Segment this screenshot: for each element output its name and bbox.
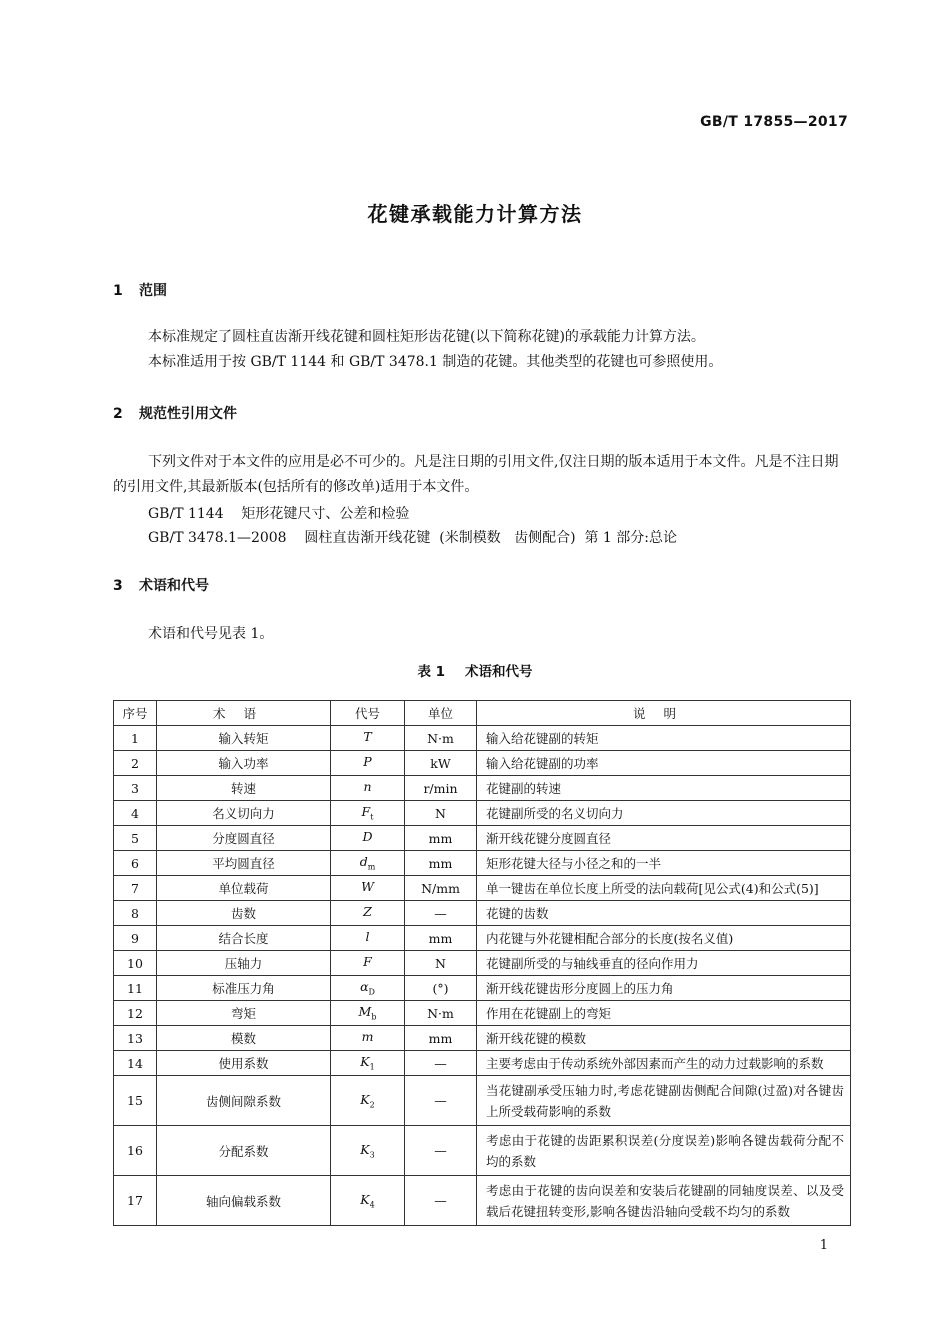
cell-symbol xyxy=(331,876,405,901)
symbol-main: D xyxy=(362,829,373,845)
symbol-main: K xyxy=(360,1091,370,1107)
cell-term: 使用系数 xyxy=(157,1051,331,1076)
cell-term: 转速 xyxy=(157,776,331,801)
cell-symbol xyxy=(331,801,405,826)
cell-symbol xyxy=(331,1126,405,1176)
cell-symbol xyxy=(331,1051,405,1076)
header-term: 术语 xyxy=(157,701,331,726)
symbol-main: F xyxy=(361,804,371,820)
symbol-subscript: D xyxy=(368,987,375,997)
cell-symbol xyxy=(331,826,405,851)
cell-term: 分度圆直径 xyxy=(157,826,331,851)
cell-description: 矩形花键大径与小径之和的一半 xyxy=(477,851,851,876)
symbol-subscript: b xyxy=(371,1012,377,1022)
section-title: 术语和代号 xyxy=(139,578,209,594)
symbol-subscript: 1 xyxy=(369,1062,375,1072)
cell-description: 渐开线花键分度圆直径 xyxy=(477,826,851,851)
table-row xyxy=(114,926,851,951)
cell-number: 11 xyxy=(114,976,157,1001)
cell-number: 9 xyxy=(114,926,157,951)
cell-term: 平均圆直径 xyxy=(157,851,331,876)
cell-term: 名义切向力 xyxy=(157,801,331,826)
standard-code: GB/T 17855—2017 xyxy=(700,114,848,130)
section-title: 范围 xyxy=(139,283,167,299)
header-symbol: 代号 xyxy=(331,701,405,726)
reference-title: 圆柱直齿渐开线花键 (米制模数 齿侧配合) 第 1 部分:总论 xyxy=(304,530,678,546)
symbol-subscript: 4 xyxy=(369,1200,375,1210)
symbol-main: d xyxy=(359,854,368,870)
cell-term: 单位载荷 xyxy=(157,876,331,901)
symbol-main: T xyxy=(363,729,372,745)
table-row xyxy=(114,951,851,976)
document-title: 花键承载能力计算方法 xyxy=(367,202,583,226)
header-unit: 单位 xyxy=(405,701,477,726)
cell-description: 作用在花键副上的弯矩 xyxy=(477,1001,851,1026)
symbol-subscript: t xyxy=(370,812,374,822)
cell-term: 轴向偏载系数 xyxy=(157,1176,331,1226)
symbol-main: W xyxy=(361,879,374,895)
cell-description: 输入给花键副的功率 xyxy=(477,751,851,776)
cell-unit: mm xyxy=(405,851,477,876)
cell-number: 15 xyxy=(114,1076,157,1126)
header-description: 说明 xyxy=(477,701,851,726)
table-row xyxy=(114,1001,851,1026)
table-row xyxy=(114,1026,851,1051)
cell-term: 弯矩 xyxy=(157,1001,331,1026)
table-row xyxy=(114,1126,851,1176)
scope-paragraph-1: 本标准规定了圆柱直齿渐开线花键和圆柱矩形齿花键(以下简称花键)的承载能力计算方法。 xyxy=(148,329,705,345)
reference-title: 矩形花键尺寸、公差和检验 xyxy=(241,506,410,522)
cell-number: 6 xyxy=(114,851,157,876)
cell-unit: — xyxy=(405,1126,477,1176)
cell-symbol xyxy=(331,926,405,951)
symbol-main: α xyxy=(360,979,369,995)
table-header-row xyxy=(114,701,851,726)
cell-description: 花键副的转速 xyxy=(477,776,851,801)
cell-unit: N xyxy=(405,801,477,826)
cell-term: 输入转矩 xyxy=(157,726,331,751)
table-caption xyxy=(0,660,950,680)
cell-number: 13 xyxy=(114,1026,157,1051)
cell-description: 内花键与外花键相配合部分的长度(按名义值) xyxy=(477,926,851,951)
symbol-main: l xyxy=(365,929,370,945)
cell-symbol xyxy=(331,1026,405,1051)
cell-term: 齿侧间隙系数 xyxy=(157,1076,331,1126)
symbol-main: K xyxy=(360,1141,370,1157)
cell-number: 2 xyxy=(114,751,157,776)
section-heading-terms xyxy=(113,575,209,595)
cell-unit: mm xyxy=(405,826,477,851)
section-heading-scope xyxy=(113,280,167,300)
cell-number: 5 xyxy=(114,826,157,851)
cell-symbol xyxy=(331,1176,405,1226)
section-number: 2 xyxy=(113,406,123,422)
cell-description: 渐开线花键的模数 xyxy=(477,1026,851,1051)
cell-number: 4 xyxy=(114,801,157,826)
cell-term: 输入功率 xyxy=(157,751,331,776)
symbol-main: P xyxy=(363,754,372,770)
reference-line xyxy=(148,527,677,547)
reference-code: GB/T 1144 xyxy=(148,506,224,522)
section-title: 规范性引用文件 xyxy=(139,406,237,422)
cell-symbol xyxy=(331,851,405,876)
symbol-main: n xyxy=(363,779,372,795)
table-row xyxy=(114,776,851,801)
cell-description: 花键副所受的名义切向力 xyxy=(477,801,851,826)
cell-description: 花键副所受的与轴线垂直的径向作用力 xyxy=(477,951,851,976)
table-caption-label: 表 1 xyxy=(417,664,446,680)
cell-unit: mm xyxy=(405,1026,477,1051)
table-row xyxy=(114,826,851,851)
cell-unit: N·m xyxy=(405,1001,477,1026)
table-row xyxy=(114,901,851,926)
symbol-main: F xyxy=(363,954,372,970)
cell-unit: (°) xyxy=(405,976,477,1001)
cell-description: 考虑由于花键的齿向误差和安装后花键副的同轴度误差、以及受载后花键扭转变形,影响各键齿沿轴向受载不均匀的系数 xyxy=(477,1176,851,1226)
section-number: 3 xyxy=(113,578,123,594)
reference-line xyxy=(148,503,409,523)
table-row xyxy=(114,751,851,776)
cell-unit: N·m xyxy=(405,726,477,751)
cell-number: 7 xyxy=(114,876,157,901)
table-row xyxy=(114,1176,851,1226)
cell-symbol xyxy=(331,976,405,1001)
cell-symbol xyxy=(331,776,405,801)
cell-symbol xyxy=(331,1076,405,1126)
cell-number: 8 xyxy=(114,901,157,926)
cell-unit: — xyxy=(405,1051,477,1076)
cell-number: 12 xyxy=(114,1001,157,1026)
cell-number: 3 xyxy=(114,776,157,801)
symbol-subscript: 2 xyxy=(369,1100,375,1110)
cell-number: 10 xyxy=(114,951,157,976)
normative-intro: 下列文件对于本文件的应用是必不可少的。凡是注日期的引用文件,仅注日期的版本适用于本文件。凡是不注日期的引用文件,其最新版本(包括所有的修改单)适用于本文件。 xyxy=(113,454,839,495)
cell-description: 主要考虑由于传动系统外部因素而产生的动力过载影响的系数 xyxy=(477,1051,851,1076)
cell-description: 输入给花键副的转矩 xyxy=(477,726,851,751)
cell-unit: — xyxy=(405,1176,477,1226)
table-body xyxy=(114,726,851,1226)
cell-term: 分配系数 xyxy=(157,1126,331,1176)
table-row xyxy=(114,1051,851,1076)
cell-unit: N xyxy=(405,951,477,976)
symbol-main: m xyxy=(361,1029,374,1045)
table-row xyxy=(114,801,851,826)
cell-unit: kW xyxy=(405,751,477,776)
cell-description: 渐开线花键齿形分度圆上的压力角 xyxy=(477,976,851,1001)
symbol-main: Z xyxy=(363,904,372,920)
cell-description: 当花键副承受压轴力时,考虑花键副齿侧配合间隙(过盈)对各键齿上所受载荷影响的系数 xyxy=(477,1076,851,1126)
cell-number: 14 xyxy=(114,1051,157,1076)
terms-intro: 术语和代号见表 1。 xyxy=(148,626,274,642)
symbol-subscript: 3 xyxy=(369,1150,375,1160)
page-number: 1 xyxy=(819,1238,828,1253)
cell-unit: N/mm xyxy=(405,876,477,901)
table-row xyxy=(114,726,851,751)
cell-symbol xyxy=(331,901,405,926)
cell-symbol xyxy=(331,951,405,976)
cell-term: 齿数 xyxy=(157,901,331,926)
cell-description: 考虑由于花键的齿距累积误差(分度误差)影响各键齿载荷分配不均的系数 xyxy=(477,1126,851,1176)
reference-code: GB/T 3478.1—2008 xyxy=(148,530,287,546)
symbol-subscript: m xyxy=(367,862,376,872)
cell-unit: — xyxy=(405,901,477,926)
cell-symbol xyxy=(331,751,405,776)
cell-description: 花键的齿数 xyxy=(477,901,851,926)
cell-number: 16 xyxy=(114,1126,157,1176)
symbol-main: K xyxy=(360,1191,370,1207)
table-row xyxy=(114,976,851,1001)
cell-symbol xyxy=(331,1001,405,1026)
terms-table xyxy=(113,700,851,1226)
cell-symbol xyxy=(331,726,405,751)
table-row xyxy=(114,1076,851,1126)
cell-term: 压轴力 xyxy=(157,951,331,976)
cell-term: 标准压力角 xyxy=(157,976,331,1001)
table-caption-title: 术语和代号 xyxy=(465,664,533,680)
section-heading-normative xyxy=(113,403,237,423)
cell-unit: r/min xyxy=(405,776,477,801)
cell-description: 单一键齿在单位长度上所受的法向载荷[见公式(4)和公式(5)] xyxy=(477,876,851,901)
cell-term: 结合长度 xyxy=(157,926,331,951)
scope-paragraph-2: 本标准适用于按 GB/T 1144 和 GB/T 3478.1 制造的花键。其他类型的花键也可参照使用。 xyxy=(148,354,723,370)
table-row xyxy=(114,851,851,876)
cell-number: 1 xyxy=(114,726,157,751)
section-number: 1 xyxy=(113,283,123,299)
cell-unit: mm xyxy=(405,926,477,951)
symbol-main: K xyxy=(360,1054,370,1070)
symbol-main: M xyxy=(358,1004,372,1020)
table-row xyxy=(114,876,851,901)
header-number: 序号 xyxy=(114,701,157,726)
cell-term: 模数 xyxy=(157,1026,331,1051)
cell-unit: — xyxy=(405,1076,477,1126)
cell-number: 17 xyxy=(114,1176,157,1226)
